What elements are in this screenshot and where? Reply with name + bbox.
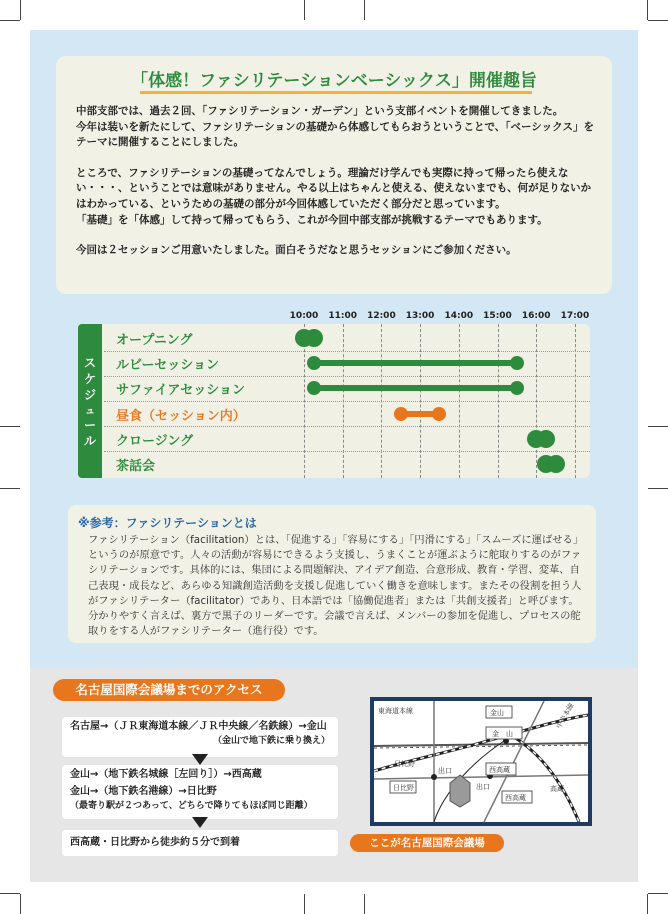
map-label: 出口	[438, 767, 452, 775]
time-tick-label: 12:00	[367, 311, 396, 321]
intro-paragraph: 今回は２セッションご用意いたしました。面白そうだなと思うセッションにご参加ください。	[76, 244, 517, 257]
crop-mark	[304, 894, 305, 914]
crop-mark	[648, 426, 668, 427]
arrow-down-icon	[192, 754, 208, 765]
map-label: 出口	[476, 783, 490, 791]
side-char: ス	[83, 356, 96, 370]
crop-mark	[648, 893, 668, 894]
time-tick-label: 17:00	[560, 311, 590, 321]
schedule-dot	[307, 356, 321, 370]
intro-paragraph: ところで、ファシリテーションの基礎ってなんでしょう。理論だけ学んでも実際に持って帰ったら使えない・・・、ということでは意味がありません。やる以上はちゃんと使える、使えないまでも、何が足りないかはわかっている、というための基礎の部分が今回体感していただく部分だと思っています。	[76, 166, 592, 210]
intro-title: 「体感！ファシリテーションベーシックス」開催趣旨	[131, 71, 537, 91]
row-divider	[104, 351, 590, 352]
crop-mark	[0, 893, 20, 894]
route-text: 西高蔵・日比野から徒歩約５分で到着	[70, 837, 240, 848]
schedule-dot	[305, 329, 323, 347]
schedule-dot	[510, 356, 524, 370]
schedule-dot	[547, 455, 565, 473]
side-char: ー	[83, 418, 96, 432]
schedule-row-label: サファイアセッション	[116, 383, 245, 399]
reference-text: ファシリテーション（facilitation）とは、「促進する」「容易にする」「円滑にする」「スムーズに運ばせる」というのが原意です。人々の活動が容易にできるよう支援し、うまくことが運ぶように舵取りするのがファシリテーションです。具体的には、集団による問題解決、アイデア創造、合意形成、教育・学習、変革、自己表現・成長など、あらゆる知識創造活動を支援し促進していく働きを意味します。またその役割を担う人がファシリテーター（facilitator）であり、日本語では「協働促進者」または「共創支援者」と呼びます。分かりやすく言えば、裏方で黒子のリーダーです。会議で言えば、メンバーの参加を促進し、プロセスの舵取りをする人がファシリテーター（進行役）です。	[88, 534, 584, 638]
side-char: ジ	[83, 388, 96, 402]
schedule-dot	[432, 407, 446, 421]
map-label: 金山	[490, 709, 504, 717]
schedule-side-label	[78, 324, 102, 478]
map-label: 西高蔵	[489, 766, 510, 774]
crop-mark	[364, 894, 365, 914]
schedule-row-label: 茶話会	[116, 459, 156, 474]
crop-mark	[647, 0, 648, 20]
route-step-2	[62, 765, 338, 819]
reference-title: ※参考：ファシリテーションとは	[78, 516, 257, 530]
time-tick-label: 11:00	[328, 311, 358, 321]
map-label: 高蔵	[550, 785, 564, 793]
schedule-bar	[314, 385, 517, 391]
route-text: 名古屋→（ＪＲ東海道本線／ＪＲ中央線／名鉄線）→金山	[70, 721, 327, 732]
access-map	[370, 697, 592, 826]
row-divider	[104, 426, 590, 427]
time-tick-label: 10:00	[289, 311, 319, 321]
schedule-row-label: クロージング	[116, 433, 194, 449]
intro-paragraph: 今年は装いを新たにして、ファシリテーションの基礎から体感してもらおうということで、「ベーシックス」をテーマに開催することにしました。	[76, 120, 594, 149]
crop-mark	[304, 0, 305, 20]
side-char: ル	[83, 434, 96, 448]
map-caption: ここが名古屋国際会議場	[350, 834, 504, 852]
map-label: 東海道本線	[378, 707, 413, 715]
title-underline	[140, 91, 532, 94]
access-title: 名古屋国際会議場までのアクセス	[53, 679, 285, 701]
map-label: 金 山	[492, 730, 513, 738]
schedule-bar	[314, 360, 517, 366]
intro-paragraph: 「基礎」を「体感」して持って帰ってもらう、これが今回中部支部が挑戦するテーマでもあります。	[76, 213, 548, 226]
crop-mark	[648, 20, 668, 21]
intro-text	[76, 104, 596, 259]
route-text: （金山で地下鉄に乗り換え）	[212, 736, 330, 746]
intro-paragraph: 中部支部では、過去２回、「ファシリテーション・ガーデン」という支部イベントを開催してきました。	[76, 105, 564, 117]
intro-box	[56, 56, 612, 294]
schedule-row-label: オープニング	[116, 333, 193, 348]
map-label: 日比野	[393, 784, 414, 792]
route-step-1	[62, 717, 338, 757]
crop-mark	[0, 488, 20, 489]
crop-mark	[648, 488, 668, 489]
schedule-dot	[394, 407, 408, 421]
time-tick-label: 14:00	[444, 311, 474, 321]
time-tick-label: 15:00	[483, 311, 512, 321]
row-divider	[104, 401, 590, 402]
route-text: 金山→（地下鉄名城線［左回り］）→西高蔵	[70, 769, 262, 780]
route-step-3	[62, 830, 338, 856]
crop-mark	[20, 0, 21, 20]
route-text: （最寄り駅が２つあって、どちらで降りてもほぼ同じ距離）	[70, 801, 313, 811]
time-tick-label: 13:00	[405, 311, 435, 321]
crop-mark	[20, 894, 21, 914]
crop-mark	[647, 894, 648, 914]
row-divider	[104, 376, 590, 377]
schedule-dot	[537, 430, 555, 448]
row-divider	[104, 451, 590, 452]
side-char: ュ	[85, 406, 95, 417]
time-tick-label: 16:00	[521, 311, 551, 321]
route-text: 金山→（地下鉄名港線）→日比野	[70, 786, 217, 797]
map-label: 日比野	[394, 760, 415, 768]
map-label: 中央本線	[554, 701, 576, 730]
schedule-dot	[307, 381, 321, 395]
crop-mark	[364, 0, 365, 20]
schedule-row-label: ルビーセッション	[116, 358, 219, 374]
side-char: ケ	[83, 372, 96, 386]
map-graphic	[374, 701, 588, 822]
arrow-down-icon	[192, 817, 208, 828]
schedule-row-label: 昼食（セッション内）	[116, 408, 246, 424]
crop-mark	[0, 426, 20, 427]
crop-mark	[0, 20, 20, 21]
map-label: 西高蔵	[505, 794, 526, 802]
